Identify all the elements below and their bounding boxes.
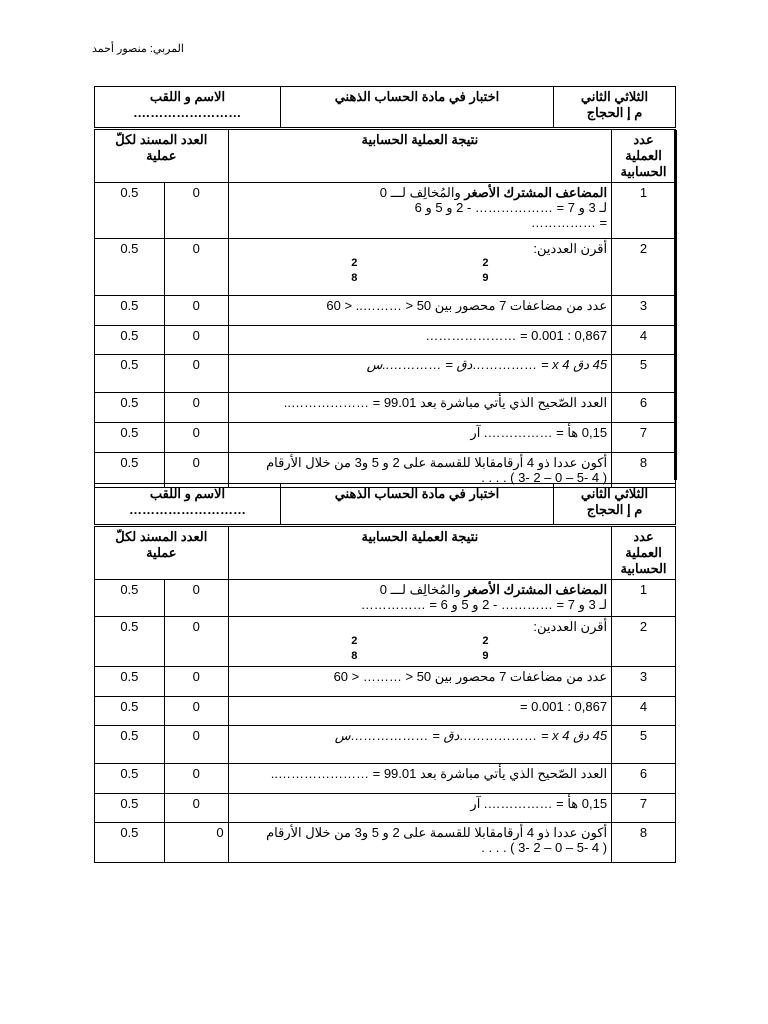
question-cell[interactable]: [228, 239, 611, 296]
row-number: 4: [612, 326, 676, 355]
score-value: 0.5: [95, 794, 165, 823]
question-cell[interactable]: [228, 183, 611, 239]
question-text: أقرن العددين:: [533, 241, 608, 256]
fraction-numerator: 2: [351, 257, 358, 269]
fraction-denominator: 8: [351, 650, 358, 662]
score-value: 0.5: [95, 580, 165, 617]
row-number: 6: [612, 393, 676, 423]
score-value: 0.5: [95, 355, 165, 393]
fraction-numerator: 2: [482, 635, 489, 647]
test-title: اختبار في مادة الحساب الذهني: [280, 484, 553, 525]
question-cell[interactable]: [228, 823, 611, 863]
question-text[interactable]: العدد الصّحيح الذي يأتي مباشرة بعد 99.01 = …………………..: [228, 764, 611, 794]
col-op-number: عدد العملية الحسابية: [612, 130, 676, 183]
term-cell: [554, 484, 676, 525]
row-number: 1: [612, 183, 676, 239]
question-text: والمُخالِف لـــ 0: [379, 582, 465, 597]
fraction-denominator: 8: [351, 272, 358, 284]
school-label: م إ الحجاج: [586, 105, 643, 120]
score-value: 0.5: [95, 726, 165, 764]
question-text: والمُخالِف لـــ 0: [379, 185, 465, 200]
score-value: 0.5: [95, 183, 165, 239]
row-number: 3: [612, 667, 676, 697]
row-number: 2: [612, 617, 676, 667]
score-value: 0.5: [95, 617, 165, 667]
question-line2: ( 4 -5 – 0 – 2 -3 ) . . . .: [481, 470, 608, 485]
table-row: [95, 764, 676, 794]
table-row: [95, 423, 676, 453]
question-line2: ( 4 -5 – 0 – 2 -3 ) . . . .: [481, 840, 608, 855]
test-title: اختبار في مادة الحساب الذهني: [280, 87, 553, 128]
fraction-numerator: 2: [351, 635, 358, 647]
zero-value: 0: [164, 667, 228, 697]
zero-value: 0: [164, 393, 228, 423]
question-text: أكون عددا ذو 4 أرقامقابلا للقسمة على 2 و 5 و3 من خلال الأرقام: [266, 825, 608, 840]
table-row: [95, 726, 676, 764]
fraction-numerator: 2: [482, 257, 489, 269]
table-row: [95, 239, 676, 296]
question-text[interactable]: 0,867 : 0.001 = …………………: [228, 326, 611, 355]
name-cell: [95, 87, 281, 128]
questions-table: [94, 129, 676, 488]
score-value: 0.5: [95, 296, 165, 326]
table-row: [95, 355, 676, 393]
score-value: 0.5: [95, 423, 165, 453]
zero-value: 0: [164, 617, 228, 667]
score-value: 0.5: [95, 326, 165, 355]
question-text[interactable]: 45 دق x 4 = ………………دق = ………………س: [228, 726, 611, 764]
question-bold: المضاعف المشترك الأصغر: [464, 582, 608, 597]
question-cell[interactable]: [228, 580, 611, 617]
question-line3: = ……………: [530, 215, 608, 230]
test-sheet-2: [94, 483, 676, 863]
term-label: الثلاثي الثاني: [580, 486, 649, 501]
row-number: 5: [612, 355, 676, 393]
zero-value: 0: [164, 726, 228, 764]
table-row: [95, 296, 676, 326]
zero-value: 0: [164, 239, 228, 296]
table-row: [95, 667, 676, 697]
name-cell: [95, 484, 281, 525]
row-number: 3: [612, 296, 676, 326]
zero-value: 0: [164, 183, 228, 239]
question-line2: لـ 3 و 7 = ………… - 2 و 5 و 6 = ……………: [360, 597, 608, 612]
zero-value: 0: [164, 764, 228, 794]
row-number: 5: [612, 726, 676, 764]
zero-value: 0: [164, 697, 228, 726]
question-text[interactable]: 0,15 هأ = ……………. آر: [228, 423, 611, 453]
question-text[interactable]: 0,15 هأ = ……………. آر: [228, 794, 611, 823]
test-sheet-1: [94, 86, 676, 488]
table-row: [95, 697, 676, 726]
right-border-accent: [674, 130, 677, 480]
score-value: 0.5: [95, 667, 165, 697]
question-text[interactable]: 0,867 : 0.001 =: [228, 697, 611, 726]
fraction-denominator: 9: [482, 650, 489, 662]
question-cell[interactable]: [228, 617, 611, 667]
col-score: العدد المسند لكلّ عملية: [95, 130, 229, 183]
question-text: أقرن العددين:: [533, 619, 608, 634]
table-row: [95, 580, 676, 617]
score-value: 0.5: [95, 239, 165, 296]
zero-value: 0: [164, 296, 228, 326]
teacher-name: المربي: منصور أحمد: [92, 43, 184, 55]
row-number: 6: [612, 764, 676, 794]
name-field[interactable]: ………………………: [128, 502, 246, 517]
question-text[interactable]: 45 دق x 4 = ……………دق = …………..س: [228, 355, 611, 393]
score-value: 0.5: [95, 393, 165, 423]
col-result: نتيجة العملية الحسابية: [228, 527, 611, 580]
row-number: 7: [612, 794, 676, 823]
zero-value: 0: [164, 580, 228, 617]
questions-table: [94, 526, 676, 863]
question-text[interactable]: عدد من مضاعفات 7 محصور بين 50 < ……… < 60: [228, 667, 611, 697]
table-row: [95, 183, 676, 239]
name-label: الاسم و اللقب: [149, 89, 226, 104]
table-row: [95, 617, 676, 667]
row-number: 2: [612, 239, 676, 296]
school-label: م إ الحجاج: [586, 502, 643, 517]
col-score: العدد المسند لكلّ عملية: [95, 527, 229, 580]
score-value: 0.5: [95, 697, 165, 726]
zero-value: 0: [164, 423, 228, 453]
score-value: 0.5: [95, 453, 165, 488]
table-row: [95, 393, 676, 423]
col-op-number: عدد العملية الحسابية: [612, 527, 676, 580]
row-number: 4: [612, 697, 676, 726]
zero-value: 0: [164, 326, 228, 355]
row-number: 1: [612, 580, 676, 617]
zero-value: 0: [164, 794, 228, 823]
name-field[interactable]: …………………….: [133, 105, 242, 120]
zero-value: 0: [164, 355, 228, 393]
question-text: أكون عددا ذو 4 أرقامقابلا للقسمة على 2 و 5 و3 من خلال الأرقام: [266, 455, 608, 470]
zero-value: 0: [164, 453, 228, 488]
score-value: 0.5: [95, 764, 165, 794]
question-bold: المضاعف المشترك الأصغر: [464, 185, 608, 200]
question-text[interactable]: عدد من مضاعفات 7 محصور بين 50 < ……….. < 60: [228, 296, 611, 326]
term-label: الثلاثي الثاني: [580, 89, 649, 104]
zero-value: 0: [164, 823, 228, 863]
row-number: 8: [612, 823, 676, 863]
name-label: الاسم و اللقب: [149, 486, 226, 501]
table-row: [95, 794, 676, 823]
fraction-denominator: 9: [482, 272, 489, 284]
table-row: [95, 823, 676, 863]
question-line2: لـ 3 و 7 = ……………… - 2 و 5 و 6: [414, 200, 608, 215]
question-text[interactable]: العدد الصّحيح الذي يأتي مباشرة بعد 99.01 = ………………..: [228, 393, 611, 423]
table-row: [95, 326, 676, 355]
row-number: 8: [612, 453, 676, 488]
row-number: 7: [612, 423, 676, 453]
test-header-table: [94, 86, 676, 128]
score-value: 0.5: [95, 823, 165, 863]
term-cell: [554, 87, 676, 128]
test-header-table: [94, 483, 676, 525]
col-result: نتيجة العملية الحسابية: [228, 130, 611, 183]
